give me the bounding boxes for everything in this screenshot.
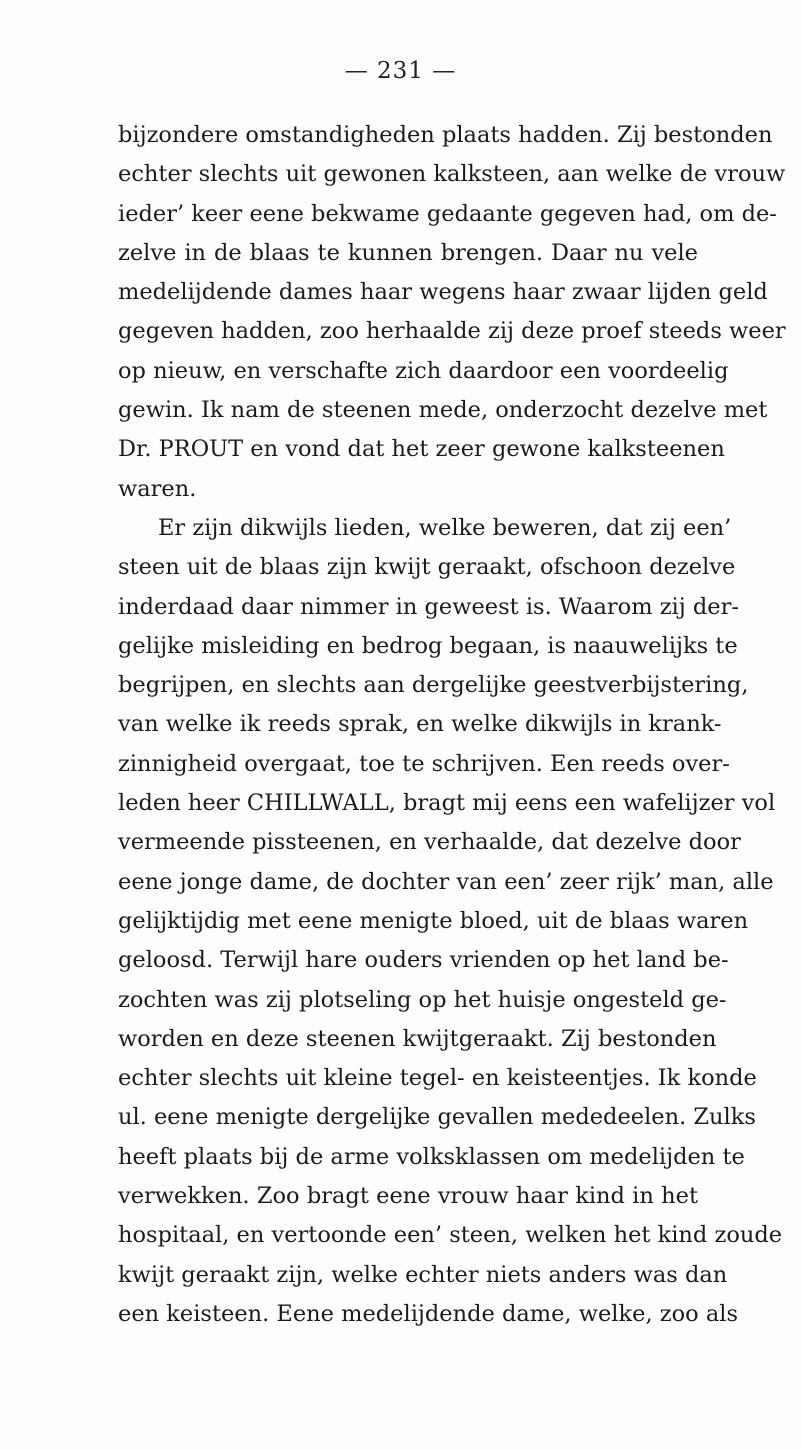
paragraph-start-line: Er zijn dikwijls lieden, welke beweren, dat zij een’ bbox=[158, 514, 732, 541]
text-line: steen uit de blaas zijn kwijt geraakt, ofschoon dezelve bbox=[118, 554, 736, 581]
text-line: van welke ik reeds sprak, en welke dikwijls in krank- bbox=[118, 711, 722, 738]
text-line: gelijktijdig met eene menigte bloed, uit de blaas waren bbox=[118, 907, 749, 934]
body-text bbox=[118, 116, 786, 1334]
text-line: ul. eene menigte dergelijke gevallen mededeelen. Zulks bbox=[118, 1104, 756, 1131]
text-line: zochten was zij plotseling op het huisje ongesteld ge- bbox=[118, 986, 727, 1013]
text-line: inderdaad daar nimmer in geweest is. Waarom zij der- bbox=[118, 593, 739, 620]
text-line: zinnigheid overgaat, toe te schrijven. Een reeds over- bbox=[118, 750, 730, 777]
text-line: verwekken. Zoo bragt eene vrouw haar kind in het bbox=[118, 1183, 698, 1210]
text-line: vermeende pissteenen, en verhaalde, dat dezelve door bbox=[118, 829, 741, 856]
text-line: heeft plaats bij de arme volksklassen om medelijden te bbox=[118, 1143, 745, 1170]
text-line: echter slechts uit gewonen kalksteen, aan welke de vrouw bbox=[118, 161, 786, 188]
page-number: — 231 — bbox=[344, 58, 457, 84]
text-line: Dr. PROUT en vond dat het zeer gewone kalksteenen bbox=[118, 436, 725, 463]
text-line: eene jonge dame, de dochter van een’ zeer rijk’ man, alle bbox=[118, 868, 774, 895]
text-line: geloosd. Terwijl hare ouders vrienden op het land be- bbox=[118, 947, 729, 974]
text-line: echter slechts uit kleine tegel- en keisteentjes. Ik konde bbox=[118, 1065, 757, 1092]
text-line: op nieuw, en verschafte zich daardoor een voordeelig bbox=[118, 357, 729, 384]
text-line: medelijdende dames haar wegens haar zwaar lijden geld bbox=[118, 279, 768, 306]
text-line: hospitaal, en vertoonde een’ steen, welken het kind zoude bbox=[118, 1222, 783, 1249]
text-line: een keisteen. Eene medelijdende dame, welke, zoo als bbox=[118, 1300, 739, 1327]
text-line: zelve in de blaas te kunnen brengen. Daar nu vele bbox=[118, 239, 698, 266]
text-line: kwijt geraakt zijn, welke echter niets anders was dan bbox=[118, 1261, 728, 1288]
text-line: gewin. Ik nam de steenen mede, onderzocht dezelve met bbox=[118, 397, 768, 424]
text-line: gelijke misleiding en bedrog begaan, is naauwelijks te bbox=[118, 632, 738, 659]
text-line: begrijpen, en slechts aan dergelijke geestverbijstering, bbox=[118, 672, 749, 699]
text-line: worden en deze steenen kwijtgeraakt. Zij bestonden bbox=[118, 1025, 717, 1052]
paragraph-end-line: waren. bbox=[118, 475, 197, 502]
text-line: gegeven hadden, zoo herhaalde zij deze proef steeds weer bbox=[118, 318, 786, 345]
text-line: ieder’ keer eene bekwame gedaante gegeven had, om de- bbox=[118, 200, 777, 227]
text-line: leden heer CHILLWALL, bragt mij eens een wafelijzer vol bbox=[118, 790, 776, 817]
text-line: bijzondere omstandigheden plaats hadden. Zij bestonden bbox=[118, 122, 773, 148]
